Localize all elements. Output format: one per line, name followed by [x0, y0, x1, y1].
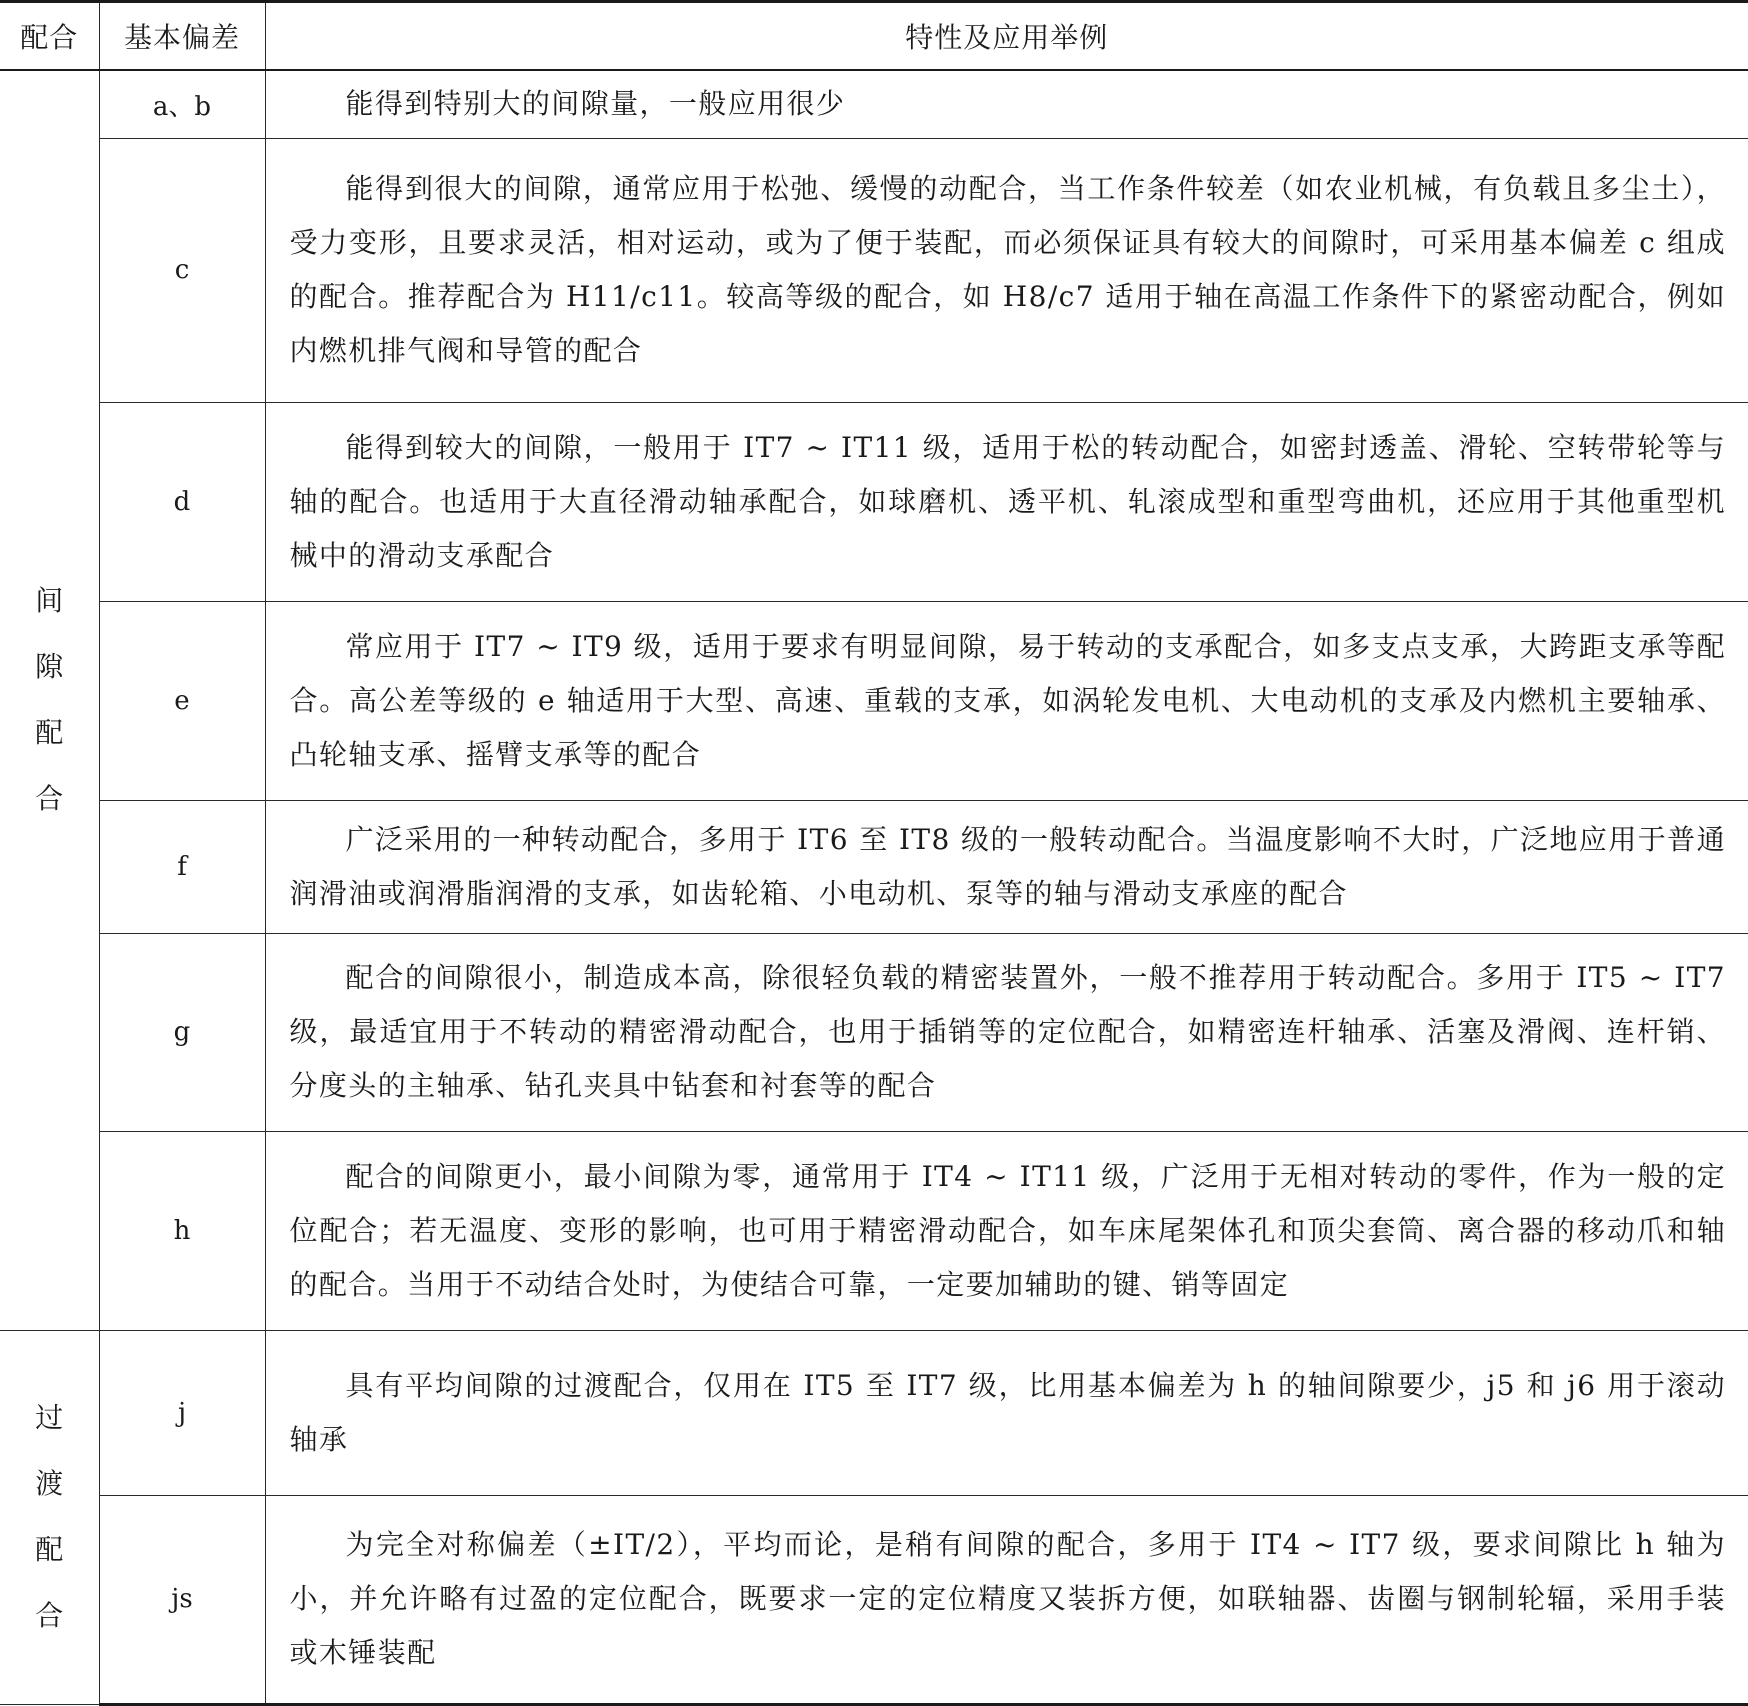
deviation-cell: f [99, 800, 265, 933]
description-text: 能得到很大的间隙，通常应用于松弛、缓慢的动配合，当工作条件较差（如农业机械，有负载且多尘土），受力变形，且要求灵活，相对运动，或为了便于装配，而必须保证具有较大的间隙时，可采用基本偏差 c 组成的配合。推荐配合为 H11/c11。较高等级的配合，如 H8/c7 适用于轴在高温工作条件下的紧密动配合，例如内燃机排气阀和导管的配合 [289, 172, 1726, 367]
description-cell [265, 800, 1748, 933]
description-text: 配合的间隙更小，最小间隙为零，通常用于 IT4 ~ IT11 级，广泛用于无相对转动的零件，作为一般的定位配合；若无温度、变形的影响，也可用于精密滑动配合，如车床尾架体孔和顶尖套筒、离合器的移动爪和轴的配合。当用于不动结合处时，为使结合可靠，一定要加辅助的键、销等固定 [289, 1159, 1726, 1301]
header-application: 特性及应用举例 [265, 2, 1748, 71]
description-cell [265, 70, 1748, 138]
group-char: 合 [35, 1599, 64, 1632]
table-row [0, 800, 1748, 933]
header-row [0, 2, 1748, 71]
group-char: 渡 [35, 1467, 64, 1500]
deviation-cell: d [99, 402, 265, 601]
table-row [0, 70, 1748, 138]
description-text: 能得到特别大的间隙量，一般应用很少 [345, 87, 846, 121]
table-row [0, 601, 1748, 800]
description-cell [265, 1131, 1748, 1330]
deviation-cell: g [99, 933, 265, 1131]
table-row [0, 402, 1748, 601]
description-text: 配合的间隙很小，制造成本高，除很轻负载的精密装置外，一般不推荐用于转动配合。多用于 IT5 ~ IT7 级，最适宜用于不转动的精密滑动配合，也用于插销等的定位配合，如精密连杆轴承、活塞及滑阀、连杆销、分度头的主轴承、钻孔夹具中钻套和衬套等的配合 [289, 961, 1726, 1102]
table-row [0, 1131, 1748, 1330]
table-row [0, 1495, 1748, 1704]
group-clearance-fit [0, 70, 99, 1330]
deviation-cell: a、b [99, 70, 265, 138]
group-transition-fit [0, 1330, 99, 1704]
table-row [0, 138, 1748, 402]
description-cell [265, 601, 1748, 800]
description-text: 常应用于 IT7 ~ IT9 级，适用于要求有明显间隙，易于转动的支承配合，如多支点支承，大跨距支承等配合。高公差等级的 e 轴适用于大型、高速、重载的支承，如涡轮发电机、大电动机的支承及内燃机主要轴承、凸轮轴支承、摇臂支承等的配合 [289, 629, 1726, 771]
table-row [0, 1330, 1748, 1495]
deviation-cell: h [99, 1131, 265, 1330]
table-row [0, 933, 1748, 1131]
header-group: 配合 [0, 2, 99, 71]
description-cell [265, 933, 1748, 1131]
deviation-cell: e [99, 601, 265, 800]
group-char: 配 [35, 1533, 64, 1566]
description-cell [265, 138, 1748, 402]
description-cell [265, 402, 1748, 601]
group-char: 合 [35, 782, 64, 816]
group-char: 过 [35, 1401, 64, 1434]
description-text: 具有平均间隙的过渡配合，仅用在 IT5 至 IT7 级，比用基本偏差为 h 的轴间隙要少，j5 和 j6 用于滚动轴承 [289, 1368, 1726, 1456]
group-char: 隙 [35, 650, 64, 684]
header-deviation: 基本偏差 [99, 2, 265, 71]
group-char: 间 [35, 584, 64, 618]
description-text: 为完全对称偏差（±IT/2），平均而论，是稍有间隙的配合，多用于 IT4 ~ IT7 级，要求间隙比 h 轴为小，并允许略有过盈的定位配合，既要求一定的定位精度又装拆方便，如联轴器、齿圈与钢制轮辐，采用手装或木锤装配 [289, 1528, 1726, 1669]
deviation-cell: js [99, 1495, 265, 1704]
description-text: 能得到较大的间隙，一般用于 IT7 ~ IT11 级，适用于松的转动配合，如密封透盖、滑轮、空转带轮等与轴的配合。也适用于大直径滑动轴承配合，如球磨机、透平机、轧滚成型和重型弯曲机，还应用于其他重型机械中的滑动支承配合 [289, 430, 1726, 572]
description-cell [265, 1495, 1748, 1704]
description-text: 广泛采用的一种转动配合，多用于 IT6 至 IT8 级的一般转动配合。当温度影响不大时，广泛地应用于普通润滑油或润滑脂润滑的支承，如齿轮箱、小电动机、泵等的轴与滑动支承座的配合 [289, 822, 1726, 910]
deviation-cell: j [99, 1330, 265, 1495]
deviation-cell: c [99, 138, 265, 402]
group-char: 配 [35, 716, 64, 750]
description-cell [265, 1330, 1748, 1495]
